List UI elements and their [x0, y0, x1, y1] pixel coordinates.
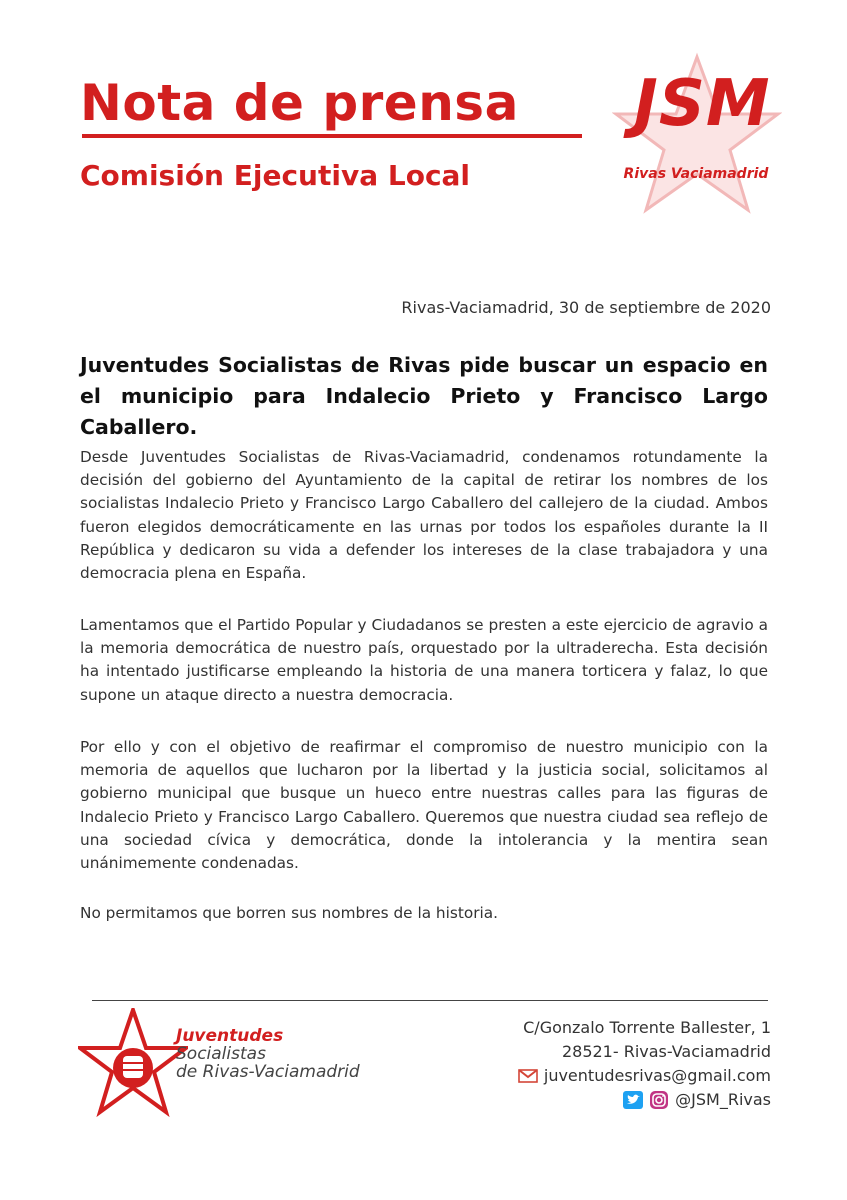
body-paragraph-1	[80, 446, 768, 585]
contact-block	[518, 1016, 771, 1112]
gmail-icon	[518, 1067, 538, 1085]
social-row	[518, 1088, 771, 1112]
paragraph: Desde Juventudes Socialistas de Rivas-Vaciamadrid, condenamos rotundamente la decisión del gobierno del Ayuntamiento de la capital de retirar los nombres de los socialistas Indalecio Prieto y Francisco Largo Caballero del callejero de la ciudad. Ambos fueron elegidos democráticamente en las urnas por todos los españoles durante la II República y dedicaron su vida a defender los intereses de la clase trabajadora y una democracia plena en España.	[80, 448, 768, 583]
twitter-icon[interactable]	[623, 1091, 643, 1109]
paragraph: No permitamos que borren sus nombres de la historia.	[80, 904, 498, 922]
title-underline	[82, 134, 582, 138]
email-row	[518, 1064, 771, 1088]
social-handle[interactable]: @JSM_Rivas	[675, 1090, 771, 1109]
body-paragraph-2	[80, 614, 768, 707]
body-paragraph-3	[80, 736, 768, 875]
brand-line-2: Socialistas	[176, 1044, 266, 1064]
paragraph: Lamentamos que el Partido Popular y Ciudadanos se presten a este ejercicio de agravio a la memoria democrática de nuestro país, orquestado por la ultraderecha. Esta decisión ha intentado justificarse empleando la historia de una manera torticera y falaz, lo que supone un ataque directo a nuestra democracia.	[80, 616, 768, 704]
headline: Juventudes Socialistas de Rivas pide buscar un espacio en el municipio para Indalecio Prieto y Francisco Largo Caballero.	[80, 353, 768, 439]
footer-divider	[92, 1000, 768, 1001]
page-subtitle: Comisión Ejecutiva Local	[80, 159, 471, 192]
email-link[interactable]: juventudesrivas@gmail.com	[543, 1066, 771, 1085]
instagram-icon[interactable]	[649, 1091, 669, 1109]
logo-city: Rivas Vaciamadrid	[623, 166, 769, 182]
date-line: Rivas-Vaciamadrid, 30 de septiembre de 2020	[401, 298, 771, 317]
logo-mark: JSM	[634, 67, 771, 141]
address-line-1: C/Gonzalo Torrente Ballester, 1	[523, 1018, 771, 1037]
brand-line-1: Juventudes	[176, 1026, 284, 1046]
body-paragraph-4	[80, 902, 768, 925]
fist-star-logo-icon	[78, 1008, 188, 1118]
paragraph: Por ello y con el objetivo de reafirmar el compromiso de nuestro municipio con la memoria de aquellos que lucharon por la libertad y la justicia social, solicitamos al gobierno municipal que busque un hueco entre nuestras calles para las figuras de Indalecio Prieto y Francisco Largo Caballero. Queremos que nuestra ciudad sea reflejo de una sociedad cívica y democrática, donde la intolerancia y la mentira sean unánimemente condenadas.	[80, 738, 768, 873]
footer-brand	[176, 1027, 360, 1081]
address-line-2: 28521- Rivas-Vaciamadrid	[561, 1042, 771, 1061]
brand-line-3: de Rivas-Vaciamadrid	[176, 1062, 360, 1082]
page-title: Nota de prensa	[80, 74, 519, 132]
